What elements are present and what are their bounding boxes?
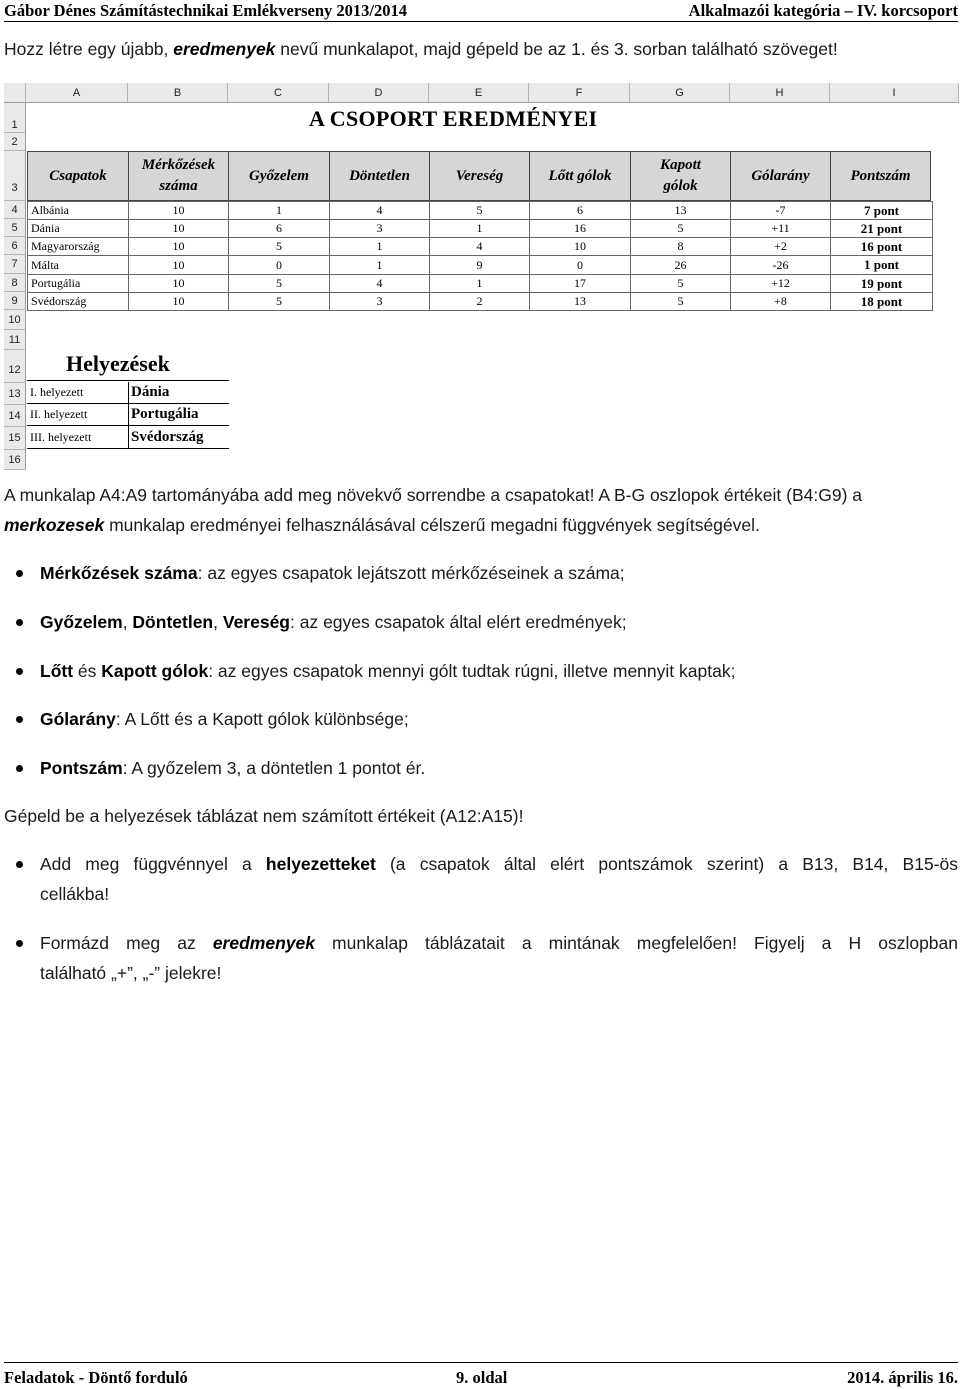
row-header-12: 12: [4, 350, 26, 383]
team-name-cell: Magyarország: [27, 237, 129, 256]
table-cell: 5: [228, 237, 330, 256]
table-cell: 10: [128, 219, 229, 238]
bullet-term: Győzelem: [40, 612, 123, 632]
bullet-term: Vereség: [222, 612, 290, 632]
team-name-cell: Svédország: [27, 292, 129, 311]
col-header-c: C: [228, 83, 329, 103]
row-header-6: 6: [4, 237, 26, 255]
footer-right: 2014. április 16.: [847, 1368, 958, 1387]
bullet-term: Gólarány: [40, 709, 116, 729]
row-header-10: 10: [4, 310, 26, 330]
bullet-helyezettek: [40, 849, 958, 909]
row-header-7: 7: [4, 255, 26, 274]
header-right: Alkalmazói kategória – IV. korcsoport: [688, 1, 958, 20]
bullet-text: Add meg függvénnyel a: [40, 854, 266, 874]
table-cell: 17: [529, 274, 631, 293]
bullet-term: Pontszám: [40, 758, 123, 778]
table-cell: 16: [529, 219, 631, 238]
table-cell: 5: [429, 201, 530, 220]
table-cell: 0: [228, 255, 330, 275]
bullet-dot: [16, 570, 23, 577]
row-header-13: 13: [4, 383, 26, 405]
header-cell-csapatok: Csapatok: [27, 151, 129, 201]
page-header: [4, 0, 958, 22]
ranking-label-1: I. helyezett: [27, 382, 129, 404]
bullet-dot: [16, 716, 23, 723]
col-header-b: B: [128, 83, 228, 103]
bullet-term: Kapott gólok: [101, 661, 209, 681]
header-left: Gábor Dénes Számítástechnikai Emlékverseny 2013/2014: [4, 1, 408, 20]
header-cell-golarany: Gólarány: [730, 151, 831, 201]
table-cell: +8: [730, 292, 831, 311]
table-cell: 6: [228, 219, 330, 238]
ranking-team-3: Svédország: [128, 426, 229, 449]
col-header-f: F: [529, 83, 630, 103]
table-cell: 18 pont: [830, 292, 933, 311]
bullet-line1: [40, 928, 958, 958]
bullet-desc: : az egyes csapatok mennyi gólt tudtak rúgni, illetve mennyit kaptak;: [208, 661, 736, 681]
intro-pre: Hozz létre egy újabb,: [4, 39, 174, 59]
bullet-text: (a csapatok által elért pontszámok szerint) a B13, B14, B15-ös: [375, 854, 958, 874]
bullet-term: helyezetteket: [265, 854, 376, 874]
table-cell: 13: [630, 201, 731, 220]
sheet-title: A CSOPORT EREDMÉNYEI: [309, 106, 598, 131]
table-cell: 13: [529, 292, 631, 311]
table-cell: +2: [730, 237, 831, 256]
team-name-cell: Dánia: [27, 219, 129, 238]
team-name-cell: Albánia: [27, 201, 129, 220]
bullet-line1: [40, 849, 958, 879]
table-cell: 21 pont: [830, 219, 933, 238]
table-cell: 6: [529, 201, 631, 220]
table-cell: 1: [329, 237, 430, 256]
table-cell: 4: [329, 274, 430, 293]
table-cell: 8: [630, 237, 731, 256]
row-header-1: 1: [4, 103, 26, 133]
ranking-team-1: Dánia: [128, 382, 229, 404]
header-cell-lott-golok: Lőtt gólok: [529, 151, 631, 201]
table-cell: 19 pont: [830, 274, 933, 293]
footer-center: 9. oldal: [456, 1368, 508, 1387]
table-cell: 5: [228, 274, 330, 293]
bullet-sep: és: [73, 661, 102, 681]
col-header-a: A: [26, 83, 128, 103]
table-cell: 5: [630, 292, 731, 311]
bullet-golok: [40, 656, 958, 686]
para1-line2: [4, 510, 760, 540]
bullet-term: Döntetlen: [132, 612, 214, 632]
col-header-h: H: [730, 83, 830, 103]
header-cell-kapott-golok: Kapott gólok: [630, 151, 731, 201]
col-header-i: I: [830, 83, 959, 103]
table-cell: 10: [529, 237, 631, 256]
table-cell: 10: [128, 201, 229, 220]
bullet-merkozesek: [40, 558, 958, 588]
col-header-e: E: [429, 83, 529, 103]
para2: Gépeld be a helyezések táblázat nem számított értékeit (A12:A15)!: [4, 806, 524, 826]
bullet-sep: ,: [213, 612, 223, 632]
team-name-cell: Portugália: [27, 274, 129, 293]
bullet-desc: : A győzelem 3, a döntetlen 1 pontot ér.: [122, 758, 426, 778]
row-header-11: 11: [4, 330, 26, 350]
table-cell: 0: [529, 255, 631, 275]
table-cell: 16 pont: [830, 237, 933, 256]
table-cell: 5: [228, 292, 330, 311]
bullet-term: Mérkőzések száma: [40, 563, 198, 583]
bullet-desc: : A Lőtt és a Kapott gólok különbsége;: [115, 709, 409, 729]
header-cell-vereseg: Vereség: [429, 151, 530, 201]
table-cell: 10: [128, 292, 229, 311]
table-cell: 10: [128, 274, 229, 293]
bullet-text: Formázd meg az: [40, 933, 213, 953]
table-cell: 2: [429, 292, 530, 311]
table-cell: -26: [730, 255, 831, 275]
table-cell: 10: [128, 237, 229, 256]
table-cell: 4: [429, 237, 530, 256]
ranking-title: Helyezések: [66, 351, 170, 376]
table-cell: +11: [730, 219, 831, 238]
table-cell: 4: [329, 201, 430, 220]
row-header-2: 2: [4, 133, 26, 151]
row-header-3: 3: [4, 151, 26, 201]
table-cell: -7: [730, 201, 831, 220]
table-cell: 3: [329, 292, 430, 311]
ranking-label-2: II. helyezett: [27, 404, 129, 426]
bullet-golarany: [40, 704, 958, 734]
bullet-eredmenyek: [40, 607, 958, 637]
table-cell: 1: [329, 255, 430, 275]
table-cell: 1 pont: [830, 255, 933, 275]
para1-sheet-name: merkozesek: [4, 515, 105, 535]
para1-rest: munkalap eredményei felhasználásával célszerű megadni függvények segítségével.: [104, 515, 760, 535]
page-footer: [4, 1362, 958, 1389]
para1-line1: A munkalap A4:A9 tartományába add meg növekvő sorrendbe a csapatokat! A B-G oszlopok értékeit (B4:G9) a: [4, 485, 862, 505]
ranking-label-3: III. helyezett: [27, 426, 129, 449]
row-header-16: 16: [4, 450, 26, 470]
row-header-14: 14: [4, 405, 26, 427]
header-cell-pontszam: Pontszám: [830, 151, 931, 201]
row-header-8: 8: [4, 274, 26, 292]
bullet-dot: [16, 619, 23, 626]
bullet-term: eredmenyek: [212, 933, 315, 953]
bullet-line2: található „+”, „-” jelekre!: [40, 963, 222, 983]
table-cell: 10: [128, 255, 229, 275]
bullet-desc: : az egyes csapatok által elért eredmények;: [290, 612, 627, 632]
table-cell: 3: [329, 219, 430, 238]
bullet-sep: ,: [122, 612, 133, 632]
bullet-term: Lőtt: [40, 661, 74, 681]
header-cell-merkozesek: Mérkőzések száma: [128, 151, 229, 201]
intro-post: nevű munkalapot, majd gépeld be az 1. és 3. sorban található szöveget!: [275, 39, 838, 59]
bullet-formazas: [40, 928, 958, 988]
bullet-dot: [16, 668, 23, 675]
footer-left: Feladatok - Döntő forduló: [4, 1368, 188, 1387]
bullet-pontszam: [40, 753, 958, 783]
row-header-5: 5: [4, 219, 26, 237]
bullet-dot: [16, 765, 23, 772]
corner-header: [4, 83, 26, 103]
row-header-4: 4: [4, 201, 26, 219]
bullet-dot: [16, 940, 23, 947]
table-cell: 1: [429, 274, 530, 293]
intro-text: [4, 34, 838, 64]
table-cell: 7 pont: [830, 201, 933, 220]
table-cell: 26: [630, 255, 731, 275]
row-header-15: 15: [4, 427, 26, 450]
ranking-team-2: Portugália: [128, 404, 229, 426]
row-header-9: 9: [4, 292, 26, 310]
bullet-dot: [16, 861, 23, 868]
table-cell: 5: [630, 274, 731, 293]
team-name-cell: Málta: [27, 255, 129, 275]
bullet-line2: cellákba!: [40, 884, 110, 904]
ranking-top-border: [27, 380, 229, 381]
spreadsheet-sample: [4, 83, 959, 466]
bullet-desc: : az egyes csapatok lejátszott mérkőzéseinek a száma;: [197, 563, 625, 583]
table-cell: 1: [228, 201, 330, 220]
col-header-d: D: [329, 83, 429, 103]
header-cell-dontetlen: Döntetlen: [329, 151, 430, 201]
intro-sheet-name: eredmenyek: [173, 39, 276, 59]
table-cell: 5: [630, 219, 731, 238]
table-cell: +12: [730, 274, 831, 293]
table-cell: 9: [429, 255, 530, 275]
col-header-g: G: [630, 83, 730, 103]
bullet-text: munkalap táblázatait a mintának megfelelően! Figyelj a H oszlopban: [314, 933, 958, 953]
header-cell-gyozelem: Győzelem: [228, 151, 330, 201]
table-cell: 1: [429, 219, 530, 238]
